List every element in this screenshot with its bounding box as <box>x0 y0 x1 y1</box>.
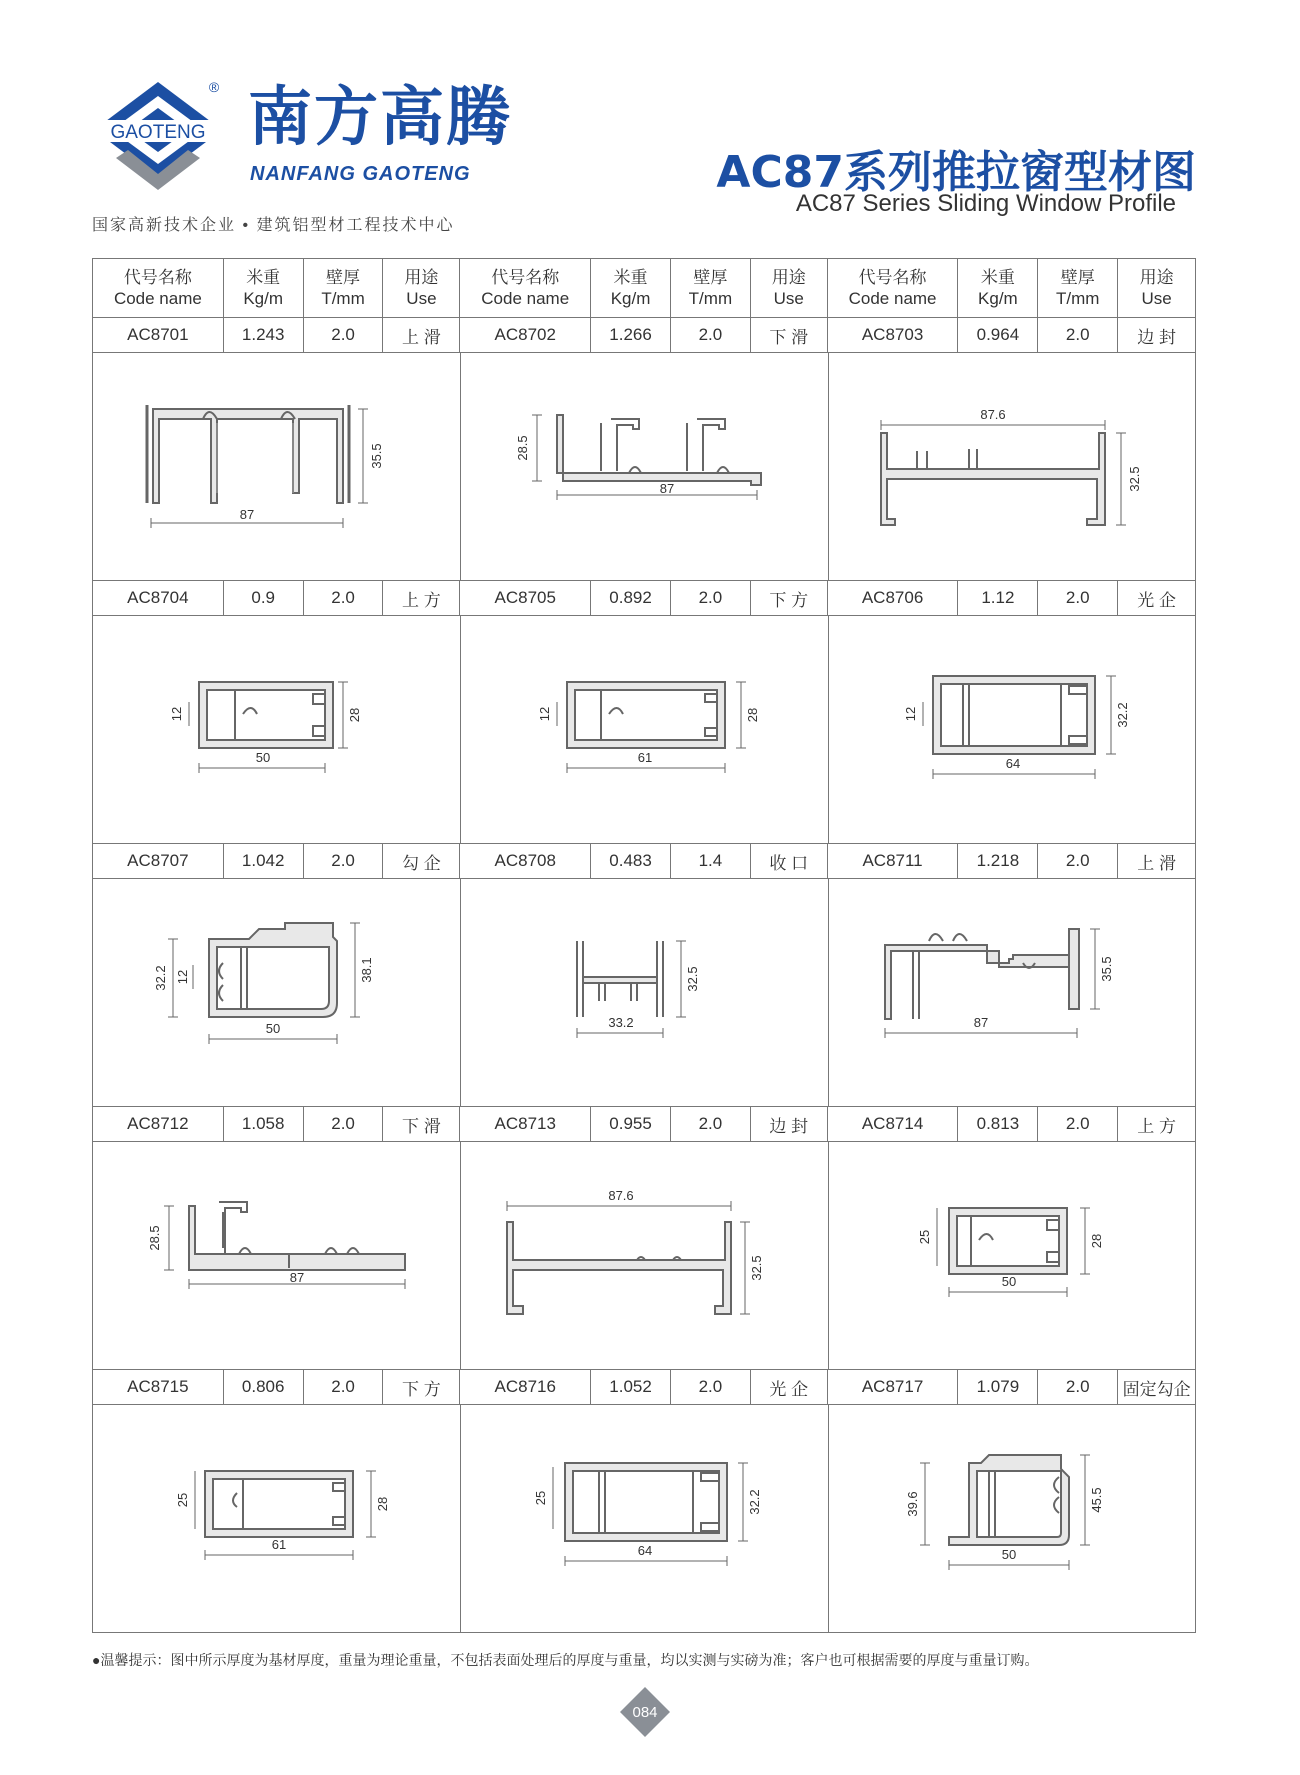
code-name: AC8714 <box>828 1107 959 1141</box>
dimension-label: 61 <box>271 1537 287 1552</box>
thickness: 2.0 <box>671 581 751 615</box>
dimension-label: 28.5 <box>147 1225 162 1251</box>
header-use: 用途 Use <box>1139 268 1174 308</box>
profile-drawing-ac8712 <box>93 1142 461 1369</box>
code-name: AC8715 <box>93 1370 224 1404</box>
thickness: 2.0 <box>671 1370 751 1404</box>
dimension-label: 28 <box>745 707 760 723</box>
tagline: 国家高新技术企业 • 建筑铝型材工程技术中心 <box>92 217 455 234</box>
profile-table <box>92 258 1196 1634</box>
header-thickness: 壁厚 T/mm <box>671 259 751 317</box>
dimension-label: 32.5 <box>685 966 700 992</box>
header-code-name: 代号名称 Code name <box>93 259 224 317</box>
dimension-label: 32.2 <box>747 1489 762 1515</box>
use: 边 封 <box>751 1107 828 1141</box>
code-name: AC8707 <box>93 844 224 878</box>
weight: 0.806 <box>224 1370 304 1404</box>
brand-name-cn: 南方高腾 <box>248 81 512 155</box>
use: 勾 企 <box>383 844 460 878</box>
thickness: 2.0 <box>1038 1370 1118 1404</box>
weight: 1.218 <box>958 844 1038 878</box>
header-weight: 米重 Kg/m <box>958 259 1038 317</box>
use: 下 滑 <box>383 1107 460 1141</box>
weight: 1.12 <box>958 581 1038 615</box>
thickness: 2.0 <box>304 581 384 615</box>
code-name: AC8701 <box>93 318 224 352</box>
header-weight: 米重 Kg/m <box>224 259 304 317</box>
company-logo <box>88 78 228 198</box>
footnote: ●温馨提示：图中所示厚度为基材厚度，重量为理论重量，不包括表面处理后的厚度与重量，均以实测与实磅为准；客户也可根据需要的厚度与重量订购。 <box>92 1652 1039 1668</box>
code-name: AC8711 <box>828 844 959 878</box>
header-code-name: 代号名称 Code name <box>460 259 591 317</box>
dimension-label: 50 <box>1001 1274 1017 1289</box>
table-row <box>92 1107 1196 1370</box>
weight: 1.058 <box>224 1107 304 1141</box>
weight: 0.892 <box>591 581 671 615</box>
dimension-label: 50 <box>1001 1547 1017 1562</box>
code-name: AC8717 <box>828 1370 959 1404</box>
weight: 0.955 <box>591 1107 671 1141</box>
dimension-label: 87 <box>289 1270 305 1285</box>
code-name: AC8702 <box>460 318 591 352</box>
dimension-label: 33.2 <box>608 1015 634 1030</box>
weight: 1.052 <box>591 1370 671 1404</box>
weight: 1.079 <box>958 1370 1038 1404</box>
thickness: 2.0 <box>304 318 384 352</box>
table-row <box>92 844 1196 1107</box>
code-name: AC8708 <box>460 844 591 878</box>
thickness: 2.0 <box>1038 1107 1118 1141</box>
header-thickness: 壁厚 T/mm <box>304 259 384 317</box>
thickness: 2.0 <box>304 844 384 878</box>
code-name: AC8703 <box>828 318 959 352</box>
dimension-label: 12 <box>537 706 552 722</box>
dimension-label: 35.5 <box>369 443 384 469</box>
use: 边 封 <box>1137 327 1176 347</box>
header-thickness: 壁厚 T/mm <box>1038 259 1118 317</box>
thickness: 2.0 <box>671 1107 751 1141</box>
use: 固定勾企 <box>1122 1379 1191 1399</box>
use: 下 滑 <box>751 318 828 352</box>
thickness: 2.0 <box>671 318 751 352</box>
profile-drawing-ac8704 <box>93 616 461 843</box>
dimension-label: 39.6 <box>905 1491 920 1517</box>
dimension-label: 50 <box>265 1021 281 1036</box>
dimension-label: 12 <box>169 706 184 722</box>
profile-drawing-ac8708 <box>461 879 829 1106</box>
dimension-label: 32.5 <box>1127 466 1142 492</box>
dimension-label: 35.5 <box>1099 956 1114 982</box>
profile-drawing-ac8701 <box>93 353 461 580</box>
code-name: AC8706 <box>828 581 959 615</box>
use: 光 企 <box>751 1370 828 1404</box>
dimension-label: 32.2 <box>1115 702 1130 728</box>
use: 上 方 <box>1137 1116 1176 1136</box>
code-name: AC8713 <box>460 1107 591 1141</box>
code-name: AC8712 <box>93 1107 224 1141</box>
thickness: 2.0 <box>304 1107 384 1141</box>
dimension-label: 32.2 <box>153 965 168 991</box>
profile-drawing-ac8703 <box>829 353 1197 580</box>
code-name: AC8716 <box>460 1370 591 1404</box>
use: 收 口 <box>751 844 828 878</box>
code-name: AC8704 <box>93 581 224 615</box>
profile-drawing-ac8717 <box>829 1405 1197 1632</box>
dimension-label: 28 <box>1089 1233 1104 1249</box>
dimension-label: 25 <box>917 1229 932 1245</box>
header-use: 用途 Use <box>383 259 460 317</box>
page-title-en: AC87 Series Sliding Window Profile <box>795 190 1176 217</box>
table-row <box>92 1370 1196 1633</box>
header-code-name: 代号名称 Code name <box>828 259 959 317</box>
use: 上 方 <box>383 581 460 615</box>
thickness: 2.0 <box>1038 581 1118 615</box>
weight: 0.9 <box>224 581 304 615</box>
dimension-label: 28 <box>347 707 362 723</box>
use: 下 方 <box>751 581 828 615</box>
dimension-label: 87 <box>659 481 675 496</box>
thickness: 2.0 <box>304 1370 384 1404</box>
dimension-label: 87.6 <box>608 1188 634 1203</box>
dimension-label: 12 <box>175 969 190 985</box>
logo-text: GAOTENG <box>110 122 206 143</box>
code-name: AC8705 <box>460 581 591 615</box>
dimension-label: 87 <box>239 507 255 522</box>
page-title-cn: AC87系列推拉窗型材图 <box>716 147 1196 198</box>
dimension-label: 61 <box>637 750 653 765</box>
profile-drawing-ac8713 <box>461 1142 829 1369</box>
dimension-label: 87 <box>973 1015 989 1030</box>
weight: 1.243 <box>224 318 304 352</box>
dimension-label: 32.5 <box>749 1255 764 1281</box>
dimension-label: 12 <box>903 706 918 722</box>
dimension-label: 25 <box>533 1490 548 1506</box>
profile-drawing-ac8707 <box>93 879 461 1106</box>
profile-drawing-ac8705 <box>461 616 829 843</box>
profile-drawing-ac8714 <box>829 1142 1197 1369</box>
profile-drawing-ac8706 <box>829 616 1197 843</box>
profile-drawing-ac8702 <box>461 353 829 580</box>
dimension-label: 50 <box>255 750 271 765</box>
dimension-label: 28 <box>375 1496 390 1512</box>
weight: 0.964 <box>958 318 1038 352</box>
weight: 1.266 <box>591 318 671 352</box>
use: 上 滑 <box>1137 853 1176 873</box>
thickness: 1.4 <box>671 844 751 878</box>
use: 光 企 <box>1137 590 1176 610</box>
page-number: 084 <box>632 1704 658 1721</box>
profile-drawing-ac8711 <box>829 879 1197 1106</box>
profile-drawing-ac8715 <box>93 1405 461 1632</box>
table-header <box>92 258 1196 318</box>
dimension-label: 64 <box>637 1543 653 1558</box>
dimension-label: 87.6 <box>980 407 1006 422</box>
profile-drawing-ac8716 <box>461 1405 829 1632</box>
use: 下 方 <box>383 1370 460 1404</box>
dimension-label: 64 <box>1005 756 1021 771</box>
use: 上 滑 <box>383 318 460 352</box>
table-row <box>92 318 1196 581</box>
thickness: 2.0 <box>1038 844 1118 878</box>
header-use: 用途 Use <box>751 259 828 317</box>
page-number-badge <box>618 1685 672 1739</box>
registered-mark: ® <box>208 79 220 95</box>
dimension-label: 45.5 <box>1089 1487 1104 1513</box>
weight: 1.042 <box>224 844 304 878</box>
dimension-label: 38.1 <box>359 957 374 983</box>
dimension-label: 25 <box>175 1492 190 1508</box>
brand-name-en: NANFANG GAOTENG <box>250 163 471 185</box>
table-row <box>92 581 1196 844</box>
dimension-label: 28.5 <box>515 435 530 461</box>
weight: 0.813 <box>958 1107 1038 1141</box>
thickness: 2.0 <box>1038 318 1118 352</box>
weight: 0.483 <box>591 844 671 878</box>
header-weight: 米重 Kg/m <box>591 259 671 317</box>
